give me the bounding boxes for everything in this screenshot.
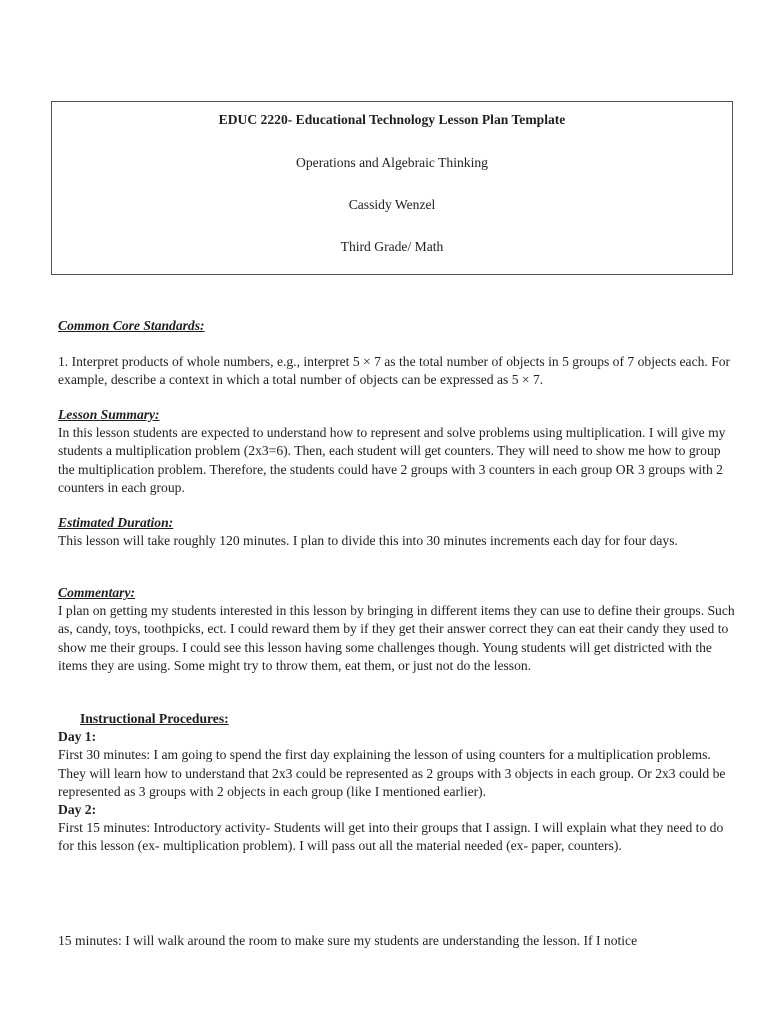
commentary-heading: Commentary: xyxy=(58,585,136,600)
author-name: Cassidy Wenzel xyxy=(348,197,436,212)
duration-heading: Estimated Duration: xyxy=(58,515,174,530)
day1-text: First 30 minutes: I am going to spend the first day explaining the lesson of using counters for a multiplication problems. They will learn how to understand that 2x3 could be represented as 2 groups with 3 objects in each group. Or 2x3 could be represented as 3 groups with 2 objects in each group (like I mentioned earlier). xyxy=(58,747,726,799)
duration-text: This lesson will take roughly 120 minutes. I plan to divide this into 30 minutes increments each day for four days. xyxy=(58,533,678,549)
day2-text-2: 15 minutes: I will walk around the room to make sure my students are understanding the lesson. If I notice xyxy=(58,933,638,948)
summary-text: In this lesson students are expected to understand how to represent and solve problems using multiplication. I will give my students a multiplication problem (2x3=6). Then, each student will get counters. They will need to show me how to group the multiplication problem. Therefore, the students could have 2 groups with 3 counters in each group OR 3 groups with 2 counters in each group. xyxy=(58,425,726,495)
commentary-section xyxy=(58,584,738,675)
summary-heading: Lesson Summary: xyxy=(58,407,160,422)
header-box xyxy=(51,101,733,275)
day1-heading: Day 1: xyxy=(58,729,97,745)
standards-heading: Common Core Standards: xyxy=(58,318,205,333)
lesson-topic: Operations and Algebraic Thinking xyxy=(296,155,488,170)
grade-subject: Third Grade/ Math xyxy=(340,239,444,254)
day2-continued xyxy=(58,932,738,950)
duration-section xyxy=(58,514,738,550)
commentary-text: I plan on getting my students interested in this lesson by bringing in different items they can use to define their groups. Such as, candy, toys, toothpicks, ect. I could reward them by if they get their answer correct they can eat their candy they used to show me their groups. I could see this lesson having some challenges though. Young students will get districted with the items they are using. Some might try to throw them, eat them, or just not do the lesson. xyxy=(58,603,735,673)
summary-section xyxy=(58,406,738,497)
procedures-heading: Instructional Procedures: xyxy=(80,711,229,726)
standards-body xyxy=(58,353,738,389)
procedures-section xyxy=(58,710,738,856)
day2-text: First 15 minutes: Introductory activity- Students will get into their groups that I assign. I will explain what they need to do for this lesson (ex- multiplication problem). I will pass out all the material needed (ex- paper, counters). xyxy=(58,820,724,854)
standards-text: 1. Interpret products of whole numbers, e.g., interpret 5 × 7 as the total number of objects in 5 groups of 7 objects each. For example, describe a context in which a total number of objects can be expressed as 5 × 7. xyxy=(58,354,731,388)
day2-heading: Day 2: xyxy=(58,802,97,818)
course-title: EDUC 2220- Educational Technology Lesson Plan Template xyxy=(218,112,566,127)
standards-section xyxy=(58,317,738,335)
